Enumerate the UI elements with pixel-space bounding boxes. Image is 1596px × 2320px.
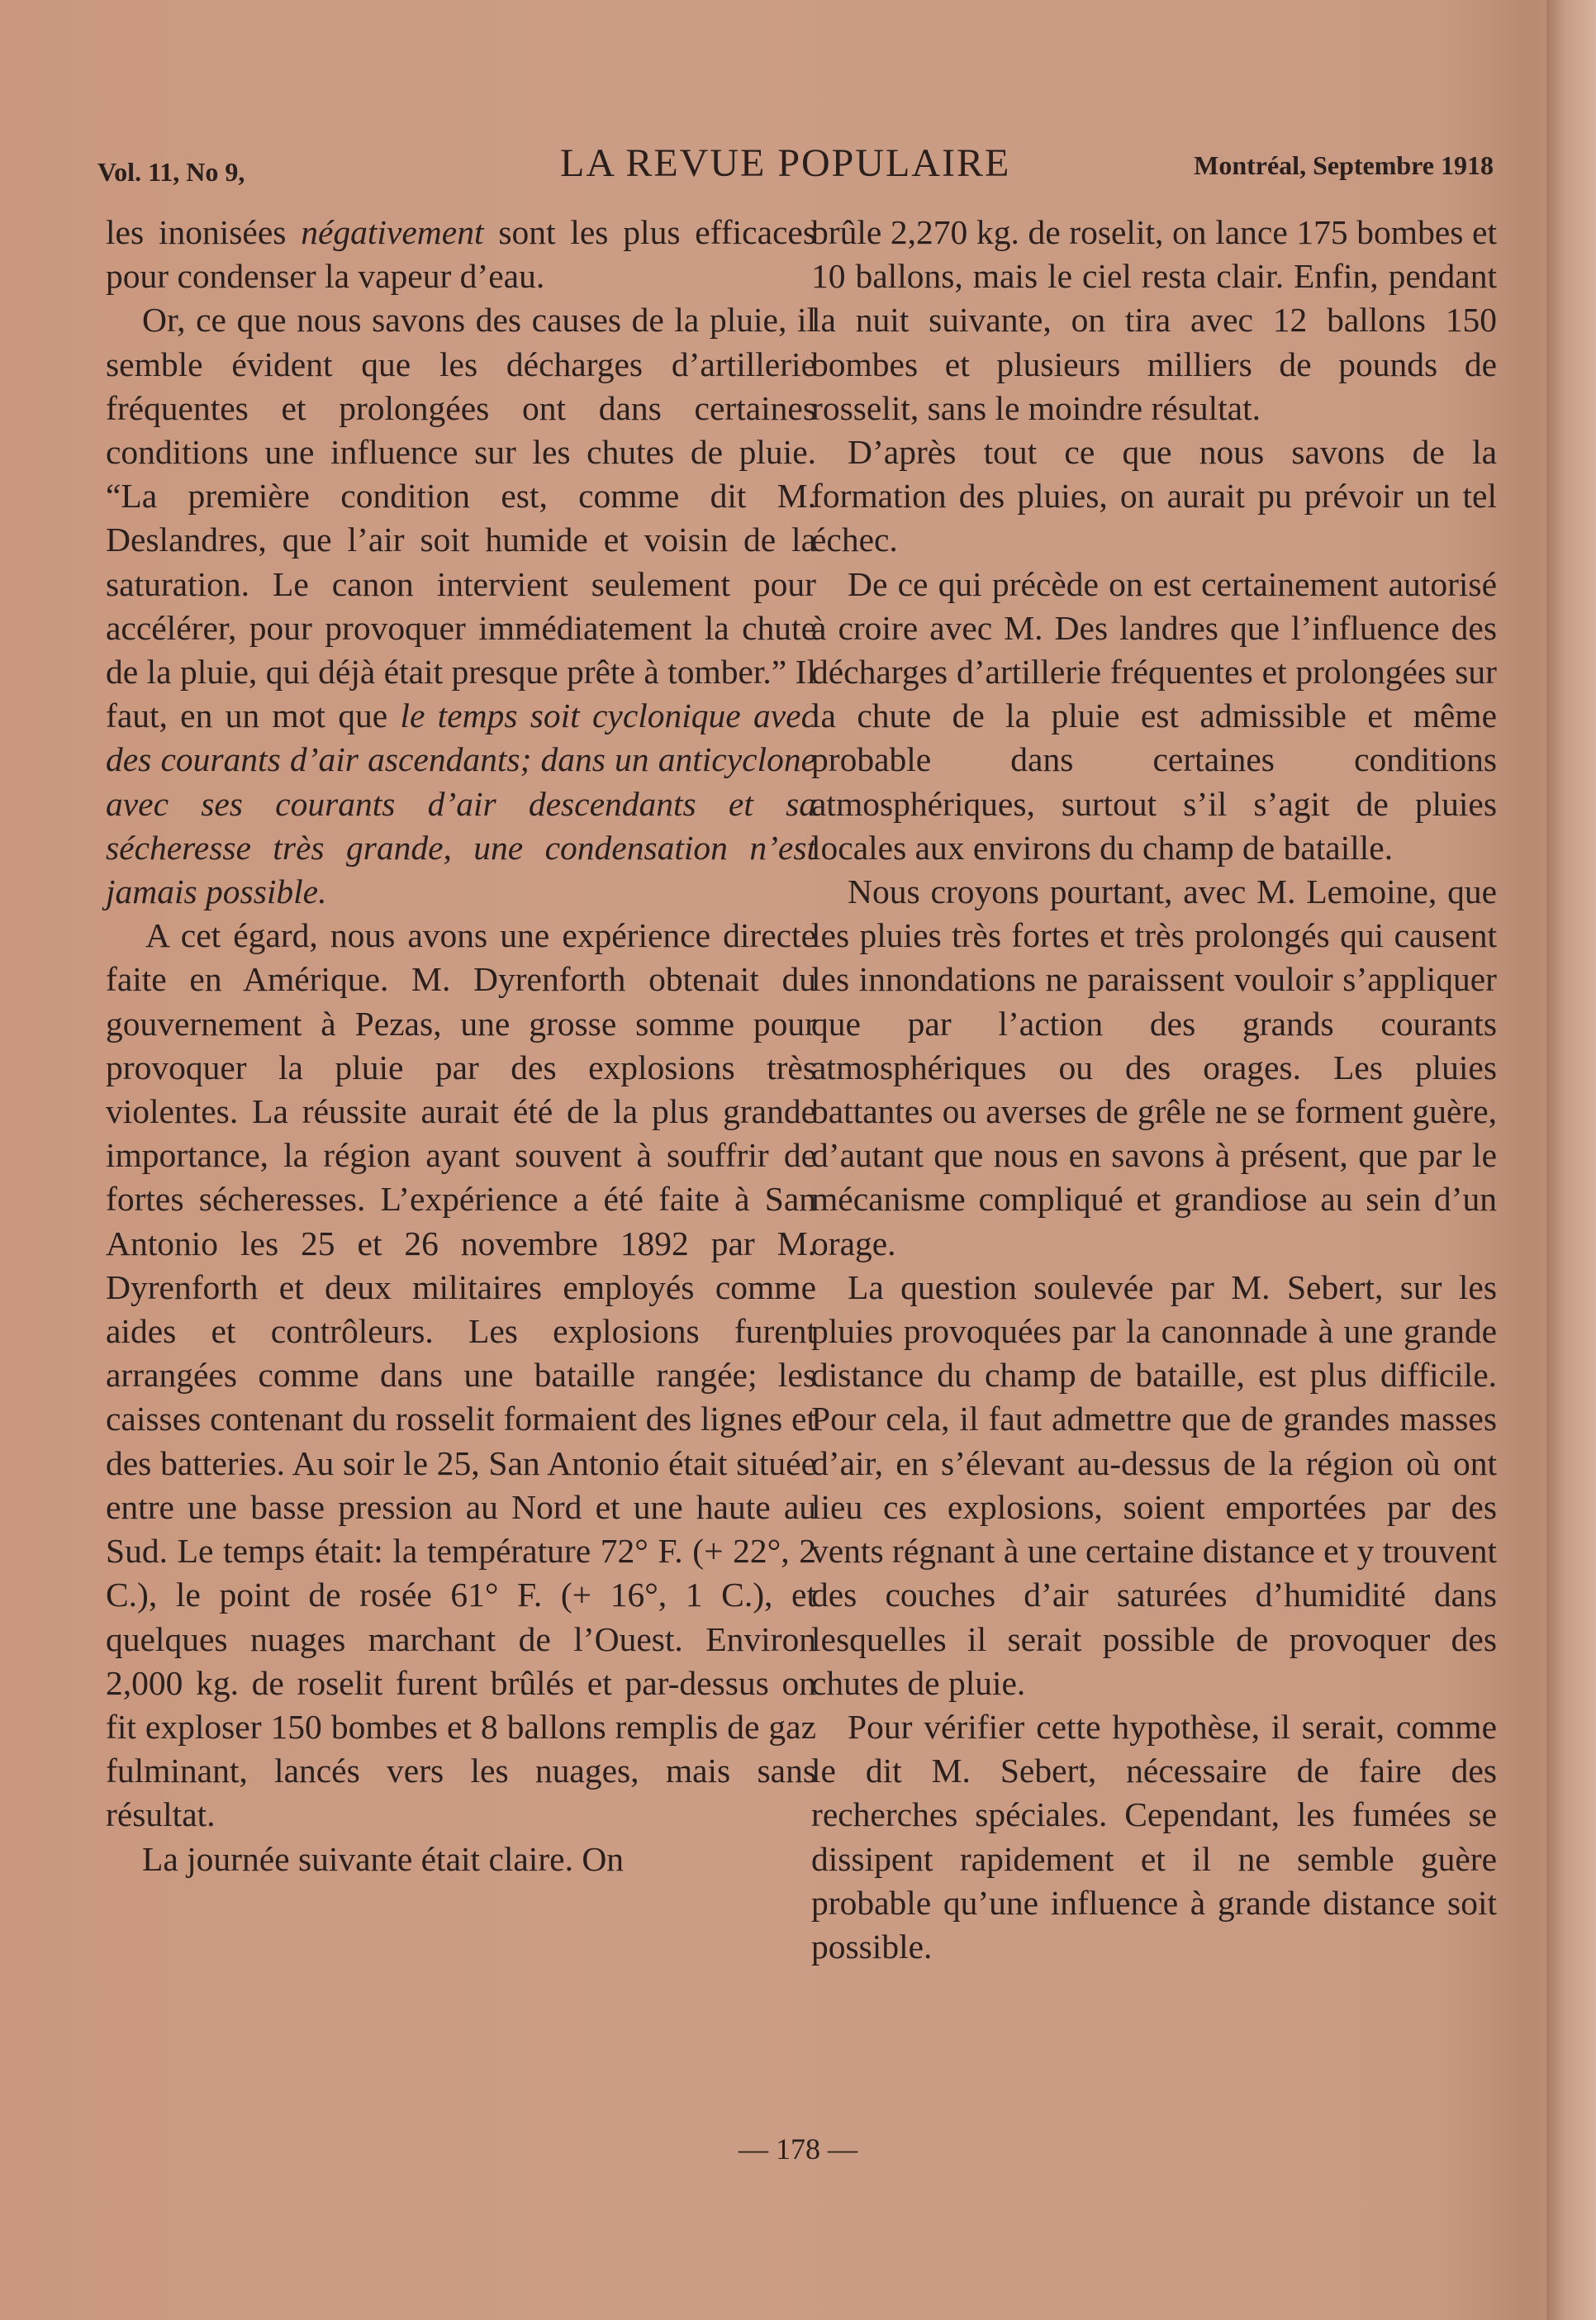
paragraph: brûle 2,270 kg. de roselit, on lance 175 bombes et 10 ballons, mais le ciel resta clair. Enfin, pendant la nuit suivante, on tira avec 12 ballons 150 bombes et plusieurs milliers de pounds de rosselit, sans le moindre résultat. xyxy=(811,213,1497,427)
paragraph: De ce qui précède on est certainement autorisé à croire avec M. Des landres que l’influence des décharges d’artillerie fréquentes et prolongées sur la chute de la pluie est admissible et même probable dans certaines conditions atmosphériques, surtout s’il s’agit de pluies locales aux environs du champ de bataille. xyxy=(811,564,1497,867)
paragraph: Pour vérifier cette hypothèse, il serait, comme le dit M. Sebert, nécessaire de faire des recherches spéciales. Cependant, les fumées se dissipent rapidement et il ne semble guère probable qu’une influence à grande distance soit possible. xyxy=(811,1707,1497,1966)
volume-label: Vol. 11, No 9, xyxy=(97,157,245,187)
paragraph: La journée suivante était claire. On xyxy=(142,1839,625,1878)
page-header xyxy=(97,140,1494,198)
left-column xyxy=(106,211,816,1881)
paragraph: Nous croyons pourtant, avec M. Lemoine, que les pluies très fortes et très prolongés qui causent les innondations ne paraissent vouloir s’appliquer que par l’action des grands courants atmosphériques ou des orages. Les pluies battantes ou averses de grêle ne se forment guère, d’autant que nous en savons à présent, que par le mécanisme compliqué et grandiose au sein d’un orage. xyxy=(811,872,1497,1262)
paragraph: les inonisées négativement sont les plus efficaces pour condenser la vapeur d’eau. xyxy=(106,213,816,296)
paragraph: Or, ce que nous savons des causes de la pluie, il semble évident que les décharges d’artillerie fréquentes et prolongées ont dans certaines conditions une influence sur les chutes de pluie. “La première condition est, comme dit M. Deslandres, que l’air soit humide et voisin de la saturation. Le canon intervient seulement pour accélérer, pour provoquer immédiatement la chute de la pluie, qui déjà était presque prête à tomber.” Il faut, en un mot que le temps soit cyclonique avec des courants d’air ascendants; dans un anticyclone avec ses courants d’air descendants et sa sécheresse très grande, une condensation n’est jamais possible. xyxy=(106,301,816,911)
paragraph: La question soulevée par M. Sebert, sur les pluies provoquées par la canonnade à une grande distance du champ de bataille, est plus difficile. Pour cela, il faut admettre que de grandes masses d’air, en s’élevant au-dessus de la région où ont lieu ces explosions, soient emportées par des vents régnant à une certaine distance et y trouvent des couches d’air saturées d’humidité dans lesquelles il serait possible de provoquer des chutes de pluie. xyxy=(811,1267,1497,1702)
right-column xyxy=(811,211,1497,1969)
page-number: — 178 — xyxy=(739,2132,857,2165)
issue-date: Montréal, Septembre 1918 xyxy=(1194,150,1494,180)
paragraph: A cet égard, nous avons une expérience directe faite en Amérique. M. Dyrenforth obtenait du gouvernement à Pezas, une grosse somme pour provoquer la pluie par des explosions très violentes. La réussite aurait été de la plus grande importance, la région ayant souvent à souffrir de fortes sécheresses. L’expérience a été faite à San Antonio les 25 et 26 novembre 1892 par M. Dyrenforth et deux militaires employés comme aides et contrôleurs. Les explosions furent arrangées comme dans une bataille rangée; les caisses contenant du rosselit formaient des lignes et des batteries. Au soir le 25, San Antonio était située entre une basse pression au Nord et une haute au Sud. Le temps était: la température 72° F. (+ 22°, 2 C.), le point de rosée 61° F. (+ 16°, 1 C.), et quelques nuages marchant de l’Ouest. Environ 2,000 kg. de roselit furent brûlés et par-dessus on fit exploser 150 bombes et 8 ballons remplis de gaz fulminant, lancés vers les nuages, mais sans résultat. xyxy=(106,916,816,1834)
journal-title: LA REVUE POPULAIRE xyxy=(560,141,1011,185)
paragraph: D’après tout ce que nous savons de la formation des pluies, on aurait pu prévoir un tel échec. xyxy=(811,433,1497,559)
page-edge-shadow xyxy=(1546,0,1596,2320)
